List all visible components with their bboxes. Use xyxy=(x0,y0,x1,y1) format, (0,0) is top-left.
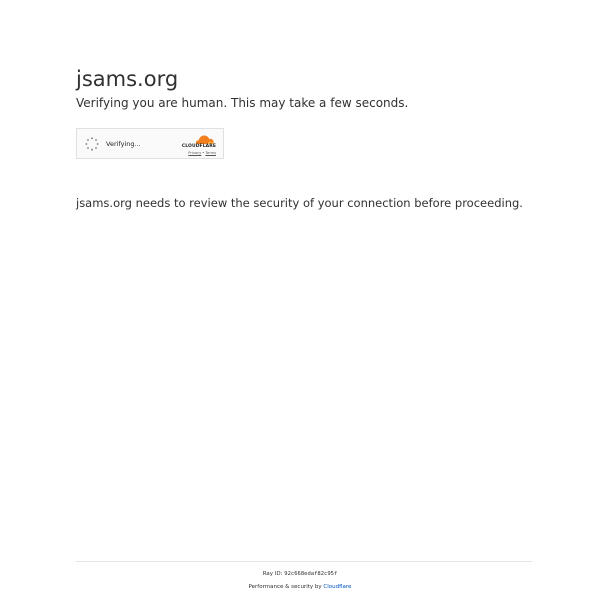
privacy-link[interactable]: Privacy xyxy=(188,151,202,155)
cloudflare-brand xyxy=(176,133,216,157)
performance-label: Performance & security by xyxy=(248,584,322,590)
footer-divider xyxy=(76,561,532,562)
cloudflare-footer-link[interactable]: Cloudflare xyxy=(323,584,352,590)
ray-id-label: Ray ID: xyxy=(262,571,283,577)
performance-line xyxy=(0,583,600,591)
page-title: jsams.org xyxy=(76,67,179,91)
terms-link[interactable]: Terms xyxy=(205,151,216,155)
ray-id-line xyxy=(0,570,600,578)
security-review-message: jsams.org needs to review the security of your connection before proceeding. xyxy=(76,196,523,210)
verification-subtitle: Verifying you are human. This may take a few seconds. xyxy=(76,96,409,110)
verifying-status-text: Verifying... xyxy=(106,140,141,148)
spinner-icon xyxy=(85,137,99,151)
widget-legal-links xyxy=(188,151,216,156)
cloudflare-wordmark: CLOUDFLARE xyxy=(181,144,216,149)
link-separator: • xyxy=(202,151,205,155)
ray-id-value: 92c668edaf82c95f xyxy=(284,571,338,577)
verification-widget[interactable] xyxy=(76,128,224,159)
